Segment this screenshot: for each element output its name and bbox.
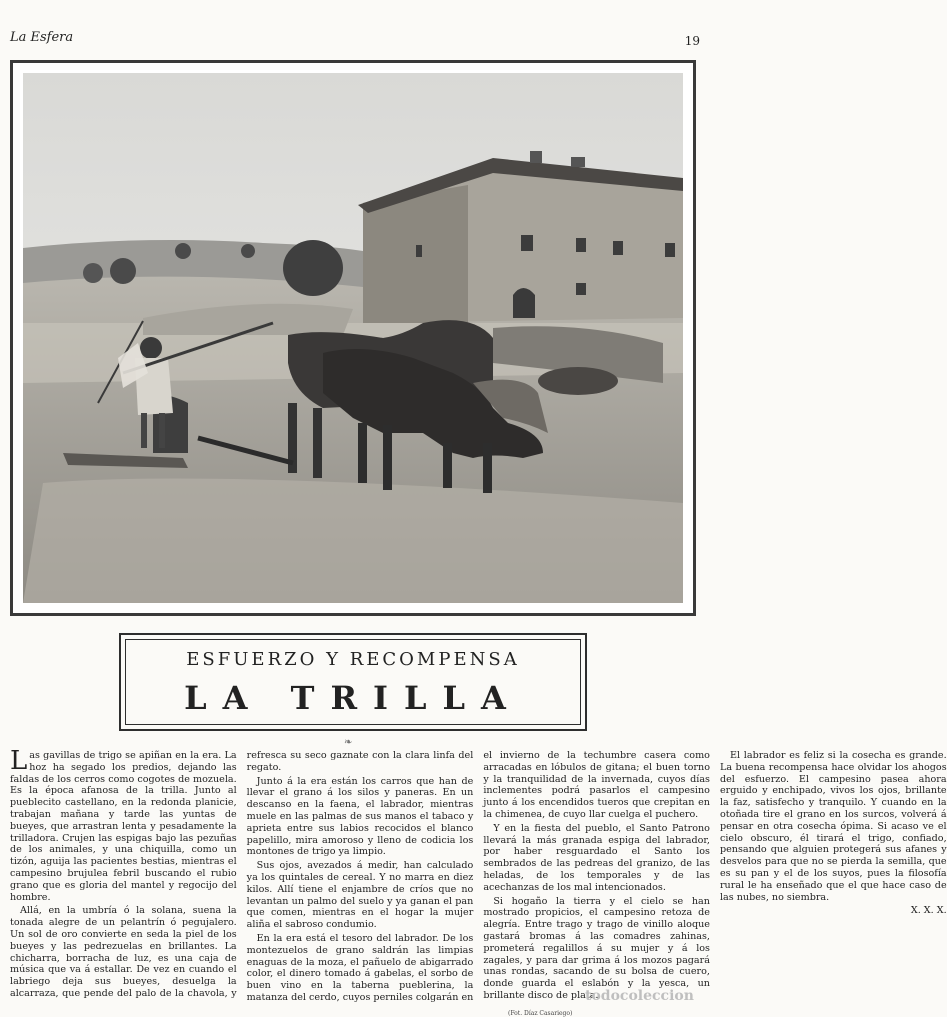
article-body bbox=[10, 746, 947, 1015]
article-title-box bbox=[119, 633, 587, 731]
article-signature: X. X. X. bbox=[910, 905, 947, 917]
watermark: todocoleccion bbox=[585, 988, 694, 1004]
photo-credit: (Fot. Díaz Casariego) bbox=[508, 1010, 573, 1017]
article-kicker: ESFUERZO Y RECOMPENSA bbox=[186, 649, 520, 670]
article-paragraph: Junto á la era están los carros que han de llevar el grano á los silos y paneras. En un descanso en la faena, el labrador, mientras muele en las palmas de sus manos el tabaco y aprieta entre sus labios recocidos el blanco papelillo, mira amoroso y lleno de codicia los montones de trigo ya limpio. bbox=[246, 775, 474, 858]
page-number: 19 bbox=[684, 34, 700, 48]
article-paragraph: El labrador es feliz si la cosecha es grande. La buena recompensa hace olvidar los ahogos del esfuerzo. El campesino pasea ahora erguido y enchipado, vivos los ojos, brillante la faz, satisfecho y tranquilo. Y cuando en la otoñada tire el grano en los surcos, volverá á pensar en otra cosecha ópima. Si acaso ve el cielo obscuro, él tirará el trigo, confiado, pensando que alguien protegerá sus afanes y desvelos para que no se pierda la semilla, que es su pan y el de los suyos, pues la filosofía rural le ha enseñado que el que hace caso de las nubes, no siembra. bbox=[719, 750, 947, 903]
article-paragraph: Allá, en la umbría ó la solana, suena la tonada alegre de un pelantrín ó pegujalero. Un sol de oro convierte en seda la piel de los bueyes y las pedrezuelas en brillantes. La chicharra, borracha de luz, es una caja de música que va á estallar. De vez en cuando el labriego deja sus bueyes, desuelga la alcarraza, que pende del palo de la chavola, y refresca su seco gaznate con la clara linfa del regato. bbox=[10, 750, 474, 999]
decorative-ornament: ❧ bbox=[344, 737, 353, 748]
article-paragraph: Y en la fiesta del pueblo, el Santo Patrono llevará la más granada espiga del labrador, por haber resguardado el Santo los sembrados de las pedreas del granizo, de las heladas, de los temporales y de las acechanzas de los mal intencionados. bbox=[483, 822, 710, 893]
article-paragraph: En la era está el tesoro del labrador. De los montezuelos de grano saldrán las limpias enaguas de la moza, el pañuelo de abigarrado color, el dinero tomado á gabelas, el sorbo de buen vino en la taberna pueblerina, la matanza del cerdo, cuyos perniles colgarán en el invierno de la techumbre casera como arracadas en lóbulos de gitana; el buen torno y la tranquilidad de la invernada, cuyos días inclementes podrá pasarlos el campesino junto á los encendidos tueros que crepitan en la chimenea, de cuyo llar cuelga el puchero. bbox=[246, 750, 710, 1003]
drop-cap: L bbox=[10, 746, 28, 776]
oxen-threshing-illustration bbox=[23, 73, 683, 603]
threshing-photo bbox=[10, 60, 696, 616]
article-paragraph: Las gavillas de trigo se apiñan en la era. La hoz ha segado los predios, dejando las faldas de los cerros como cogotes de mozuela. Es la época afanosa de la trilla. Junto al pueblecito castellano, en la redonda planicie, trabajan mañana y tarde las yuntas de bueyes, que arrastran lenta y pesadamente la trilladora. Crujen las espigas bajo las pezuñas de los animales, y una chiquilla, como un tizón, aguija las pacientes bestias, mientras el campesino brujulea febril buscando el rubio grano que es gloria del mantel y regocijo del hombre. bbox=[10, 746, 237, 903]
magazine-name: La Esfera bbox=[10, 30, 74, 45]
article-paragraph: Sus ojos, avezados á medir, han calculado ya los quintales de cereal. Y no marra en diez kilos. Allí tiene el enjambre de críos que no levantan un palmo del suelo y ya ganan el pan que comen, mientras en el hogar la mujer aliña el sabroso condumio. bbox=[246, 860, 474, 931]
article-paragraph: Si hogaño la tierra y el cielo se han mostrado propicios, el campesino retoza de alegría. Entre trago y trago de vinillo aloque gastará bromas á las comadres zahinas, prometerá regalillos á su mujer y á los zagales, y para dar grima á los mozos pagará unas rondas, sacando de su bolsa de cuero, donde guarda el eslabón y la yesca, un brillante disco de plata. bbox=[483, 895, 710, 1001]
article-title: LA TRILLA bbox=[184, 679, 522, 717]
